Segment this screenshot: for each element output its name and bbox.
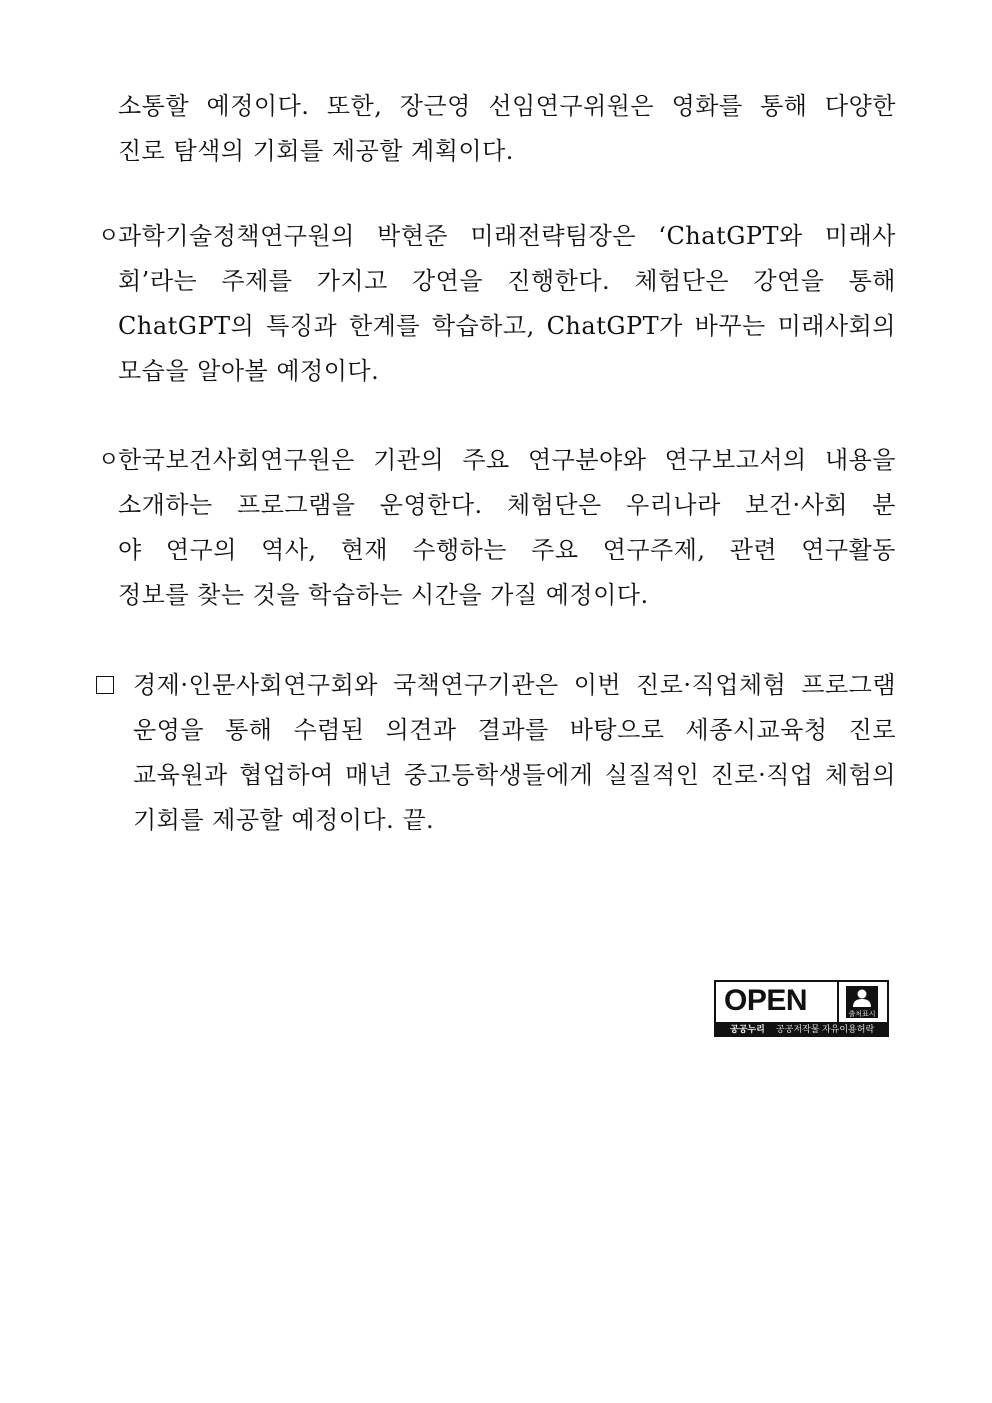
paragraph-line: 과학기술정책연구원의 박현준 미래전략팀장은 ‘ChatGPT와 미래사 [118,222,896,250]
paragraph-line: 운영을 통해 수렴된 의견과 결과를 바탕으로 세종시교육청 진로 [133,716,896,744]
square-bullet-icon [96,676,114,694]
person-icon [844,986,880,1018]
kogl-description: 공공저작물 자유이용허락 [776,1024,875,1034]
open-license-badge [714,980,889,1037]
circle-bullet: ㅇ [98,224,120,249]
badge-top [716,982,887,1022]
paragraph-line: 진로 탐색의 기회를 제공할 계획이다. [118,137,514,165]
attribution-label: 출처표시 [848,1011,876,1018]
open-logo-text: OPEN [724,984,808,1017]
circle-bullet: ㅇ [98,448,120,473]
paragraph-line: 야 연구의 역사, 현재 수행하는 주요 연구주제, 관련 연구활동 [118,536,896,564]
paragraph-line: 경제·인문사회연구회와 국책연구기관은 이번 진로·직업체험 프로그램 [133,671,896,699]
paragraph-line: 정보를 찾는 것을 학습하는 시간을 가질 예정이다. [118,581,649,609]
paragraph-line: 교육원과 협업하여 매년 중고등학생들에게 실질적인 진로·직업 체험의 [133,761,896,789]
paragraph-line: 소개하는 프로그램을 운영한다. 체험단은 우리나라 보건·사회 분 [118,491,896,519]
paragraph-line: ChatGPT의 특징과 한계를 학습하고, ChatGPT가 바꾸는 미래사회의 [118,312,896,340]
paragraph-continuation [118,84,896,174]
paragraph-line: 소통할 예정이다. 또한, 장근영 선임연구위원은 영화를 통해 다양한 [118,92,896,120]
paragraph-line: 모습을 알아볼 예정이다. [118,357,380,385]
paragraph-conclusion [133,663,896,843]
paragraph-kihasa-program [118,438,896,618]
paragraph-chatgpt-lecture [118,214,896,394]
paragraph-line: 기회를 제공할 예정이다. 끝. [133,806,435,834]
kogl-label: 공공누리 [730,1024,765,1034]
badge-divider [837,982,839,1022]
badge-bottom [716,1022,887,1037]
paragraph-line: 회’라는 주제를 가지고 강연을 진행한다. 체험단은 강연을 통해 [118,267,896,295]
paragraph-line: 한국보건사회연구원은 기관의 주요 연구분야와 연구보고서의 내용을 [118,446,896,474]
